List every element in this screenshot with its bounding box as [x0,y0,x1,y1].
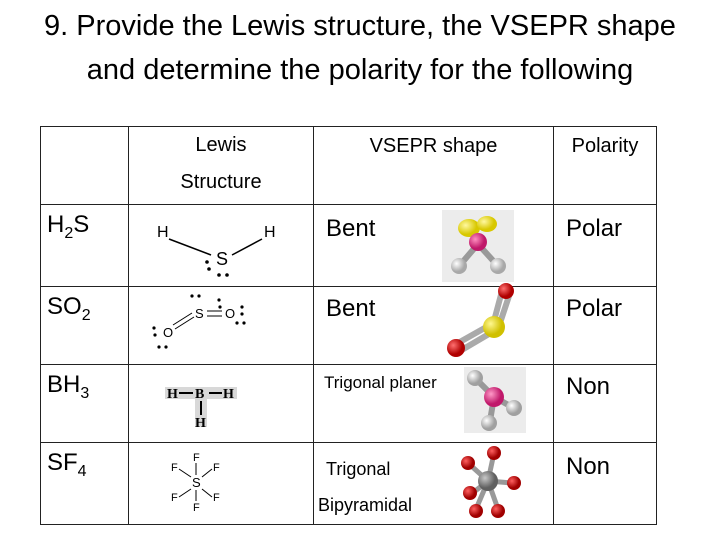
table-row [41,287,657,365]
lewis-atom: S [192,475,201,490]
title-line-1: 9. Provide the Lewis structure, the VSEPR shape [44,10,676,42]
formula-sf4: $SF_4$ [41,443,129,525]
lewis-structure-so2 [129,287,313,364]
lewis-cell-so2 [129,287,314,365]
lewis-atom: F [213,462,220,474]
shape-label-sf4-line2: Bipyramidal [318,495,413,515]
lewis-cell-sf4 [129,443,314,525]
formula-so2: $SO_2$ [41,287,129,365]
lewis-cell-h2s [129,205,314,287]
lewis-atom: H [195,416,206,431]
lewis-atom: O [225,306,236,321]
table-row [41,365,657,443]
lewis-atom: F [193,452,200,464]
molecule-model-bh3-icon [464,367,526,433]
header-vsepr-shape: VSEPR shape [314,127,554,205]
header-polarity: Polarity [554,127,657,205]
polarity-cell-bh3 [554,365,657,443]
formula-bh3: $BH_3$ [41,365,129,443]
molecule-model-h2s-icon [442,210,514,282]
polarity-value: Non [566,373,611,400]
header-lewis-structure [129,127,314,205]
lewis-atom: F [213,492,220,504]
shape-label-sf4-line1: Trigonal [326,459,391,479]
header-formula-cell [41,127,129,205]
lewis-structure-bh3 [129,365,313,442]
lewis-atom: F [171,492,178,504]
table-row [41,443,657,525]
shape-label-so2: Bent [326,295,376,322]
shape-cell-bh3 [314,365,554,443]
polarity-value: Polar [566,215,623,242]
slide-title [0,4,720,92]
lewis-structure-h2s [129,205,313,286]
shape-cell-h2s [314,205,554,287]
lewis-atom: H [157,224,169,241]
polarity-cell-so2 [554,287,657,365]
polarity-cell-sf4 [554,443,657,525]
molecule-model-so2-icon [444,281,520,361]
formula-h2s: $H_2S$ [41,205,129,287]
molecule-table [40,126,657,525]
lewis-cell-bh3 [129,365,314,443]
lewis-atom: S [195,306,204,321]
lewis-atom: H [167,387,178,402]
lewis-atom: H [223,387,234,402]
lewis-atom: B [195,387,205,402]
lewis-atom: H [264,224,276,241]
table-header-row [41,127,657,205]
shape-cell-so2 [314,287,554,365]
lewis-atom: O [163,325,174,340]
polarity-value: Polar [566,295,623,322]
title-line-2: and determine the polarity for the following [86,54,634,86]
header-lewis-line2: Structure [180,171,262,193]
lewis-atom: F [171,462,178,474]
header-lewis-line1: Lewis [195,134,247,156]
molecule-model-sf4-icon [454,443,534,523]
polarity-value: Non [566,453,611,480]
lewis-atom: S [216,249,229,269]
shape-cell-sf4 [314,443,554,525]
shape-label-bh3: Trigonal planer [324,373,437,392]
table-row [41,205,657,287]
lewis-atom: F [193,502,200,514]
lewis-structure-sf4 [129,443,313,524]
shape-label-h2s: Bent [326,215,376,242]
polarity-cell-h2s [554,205,657,287]
